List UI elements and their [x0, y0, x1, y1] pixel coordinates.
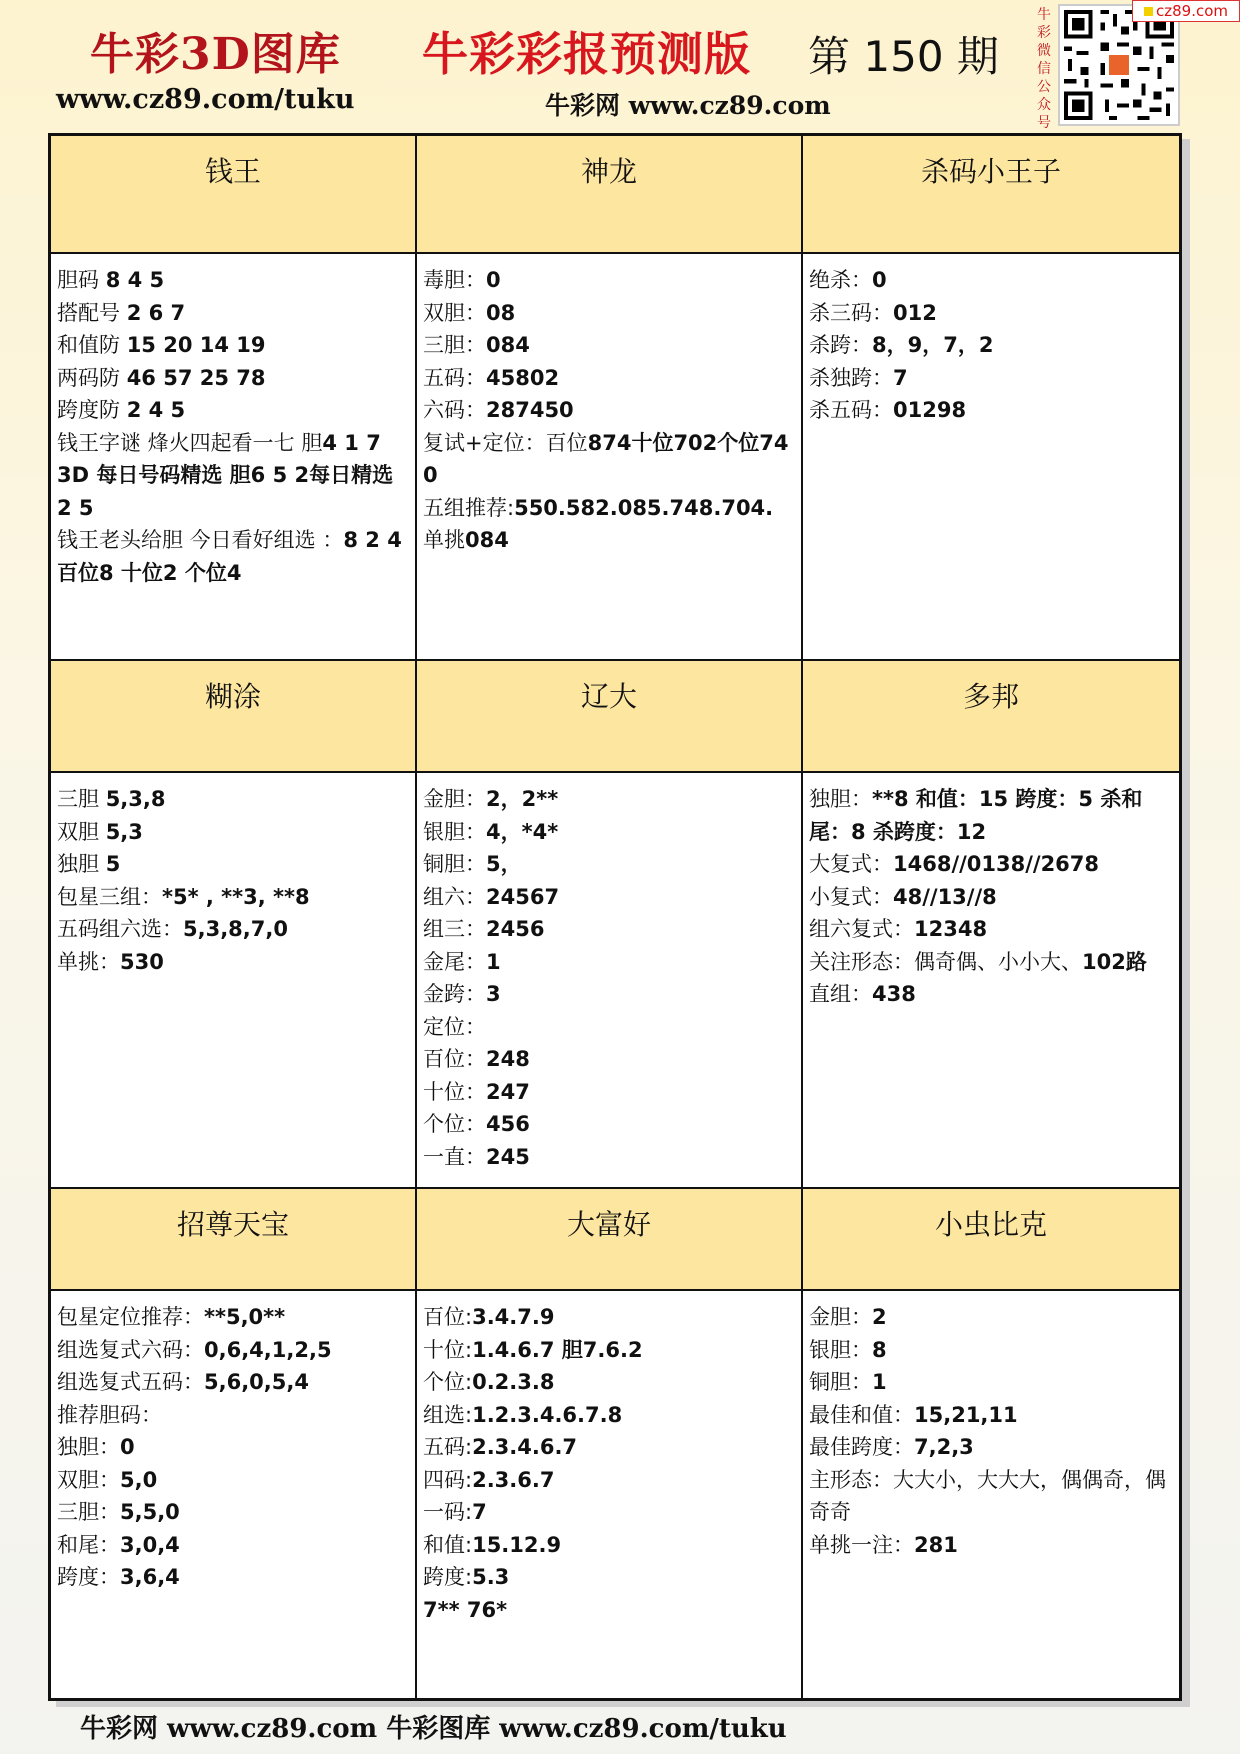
line-value: 5.3 [472, 1565, 510, 1589]
line-value: 1.2.3.4.6.7.8 [472, 1402, 623, 1427]
brand-title: 牛彩3D图库 [90, 29, 341, 80]
line-value: 3,6,4 [120, 1565, 180, 1589]
line-label: 包星定位推荐： [57, 1305, 204, 1329]
forecast-line [423, 946, 795, 979]
line-label: 小复式： [809, 884, 893, 909]
line-value: 0 [872, 268, 887, 292]
line-label: 四码: [423, 1467, 473, 1492]
forecast-line [809, 264, 1173, 297]
line-value: 8 4 5 [105, 268, 165, 292]
line-label: 组选: [423, 1402, 473, 1427]
forecast-line [57, 1529, 409, 1562]
line-value: 084 [465, 528, 509, 552]
line-label: 直组： [809, 982, 872, 1006]
cell-body [417, 254, 803, 661]
forecast-line [809, 297, 1173, 330]
forecast-line [423, 913, 795, 946]
cell-body [51, 773, 417, 1189]
line-label: 金跨： [423, 982, 486, 1006]
forecast-line [423, 978, 795, 1011]
watermark-badge[interactable] [1132, 0, 1240, 22]
line-value: 287450 [486, 398, 574, 422]
forecast-line [423, 1529, 795, 1562]
line-value: 550.582.085.748.704. [514, 495, 774, 520]
line-value: 45802 [486, 365, 560, 390]
line-label: 双胆： [423, 300, 486, 325]
line-value: 5,3,8,7,0 [183, 917, 288, 941]
issue-prefix: 第 [808, 32, 851, 81]
line-label: 主形态：大大小，大大大，偶偶奇，偶奇奇 [809, 1467, 1166, 1524]
line-value: 15.12.9 [472, 1532, 562, 1557]
line-value: 4，*4* [486, 819, 559, 844]
line-label: 复试+定位：百位 [423, 430, 588, 455]
line-label: 个位: [423, 1370, 473, 1394]
line-label: 关注形态：偶奇偶、小小大、 [809, 949, 1082, 974]
forecast-line [423, 1011, 795, 1044]
line-value: 15 20 14 19 [126, 333, 266, 357]
line-label: 推荐胆码： [57, 1402, 162, 1427]
cell-title: 糊涂 [51, 661, 417, 773]
cell-body [417, 773, 803, 1189]
line-value: 2.3.4.6.7 [472, 1435, 578, 1459]
line-label: 十位: [423, 1337, 473, 1362]
line-label: 金胆： [809, 1305, 872, 1329]
forecast-line [423, 1334, 795, 1367]
line-label: 组六： [423, 884, 486, 909]
line-value: 2.3.6.7 [472, 1467, 555, 1492]
line-label: 最佳和值： [809, 1402, 914, 1427]
forecast-line [57, 848, 409, 881]
line-label: 定位： [423, 1014, 486, 1039]
line-value: 5,6,0,5,4 [204, 1370, 309, 1394]
line-value: 4 1 7 [322, 430, 381, 455]
forecast-line [809, 783, 1173, 848]
line-value: 5,5,0 [120, 1500, 180, 1524]
forecast-line [423, 394, 795, 427]
line-label: 单挑一注： [809, 1532, 914, 1557]
forecast-line [57, 362, 409, 395]
forecast-line [57, 1301, 409, 1334]
forecast-line [57, 1496, 409, 1529]
line-label: 五码: [423, 1435, 473, 1459]
line-label: 金胆： [423, 787, 486, 811]
line-label: 组选复式六码： [57, 1337, 204, 1362]
line-value: 5,3,8 [105, 787, 166, 811]
line-label: 绝杀： [809, 268, 872, 292]
line-label: 三胆 [57, 787, 106, 811]
line-value: 102路 [1082, 949, 1147, 974]
cell-title: 多邦 [803, 661, 1179, 773]
site-link[interactable]: 牛彩网 www.cz89.com [545, 91, 831, 120]
line-label: 百位: [423, 1305, 473, 1329]
forecast-line [809, 946, 1173, 979]
forecast-line [423, 848, 795, 881]
forecast-line [57, 946, 409, 979]
cell-body [51, 1291, 417, 1698]
line-label: 银胆： [809, 1337, 872, 1362]
forecast-line [809, 394, 1173, 427]
forecast-line [57, 524, 409, 589]
forecast-line [423, 881, 795, 914]
forecast-line [57, 783, 409, 816]
line-value: 2 4 5 [126, 398, 186, 422]
line-value: 247 [486, 1079, 530, 1104]
line-value: 5 [105, 852, 121, 876]
forecast-line [423, 816, 795, 849]
forecast-line [423, 783, 795, 816]
line-label: 百位： [423, 1047, 486, 1071]
line-value: 530 [120, 949, 164, 974]
line-label: 双胆： [57, 1467, 120, 1492]
forecast-line [809, 1431, 1173, 1464]
line-label: 和值: [423, 1532, 473, 1557]
line-value: 281 [914, 1532, 958, 1557]
forecast-line [423, 297, 795, 330]
brand-url[interactable]: www.cz89.com/tuku [56, 84, 355, 115]
forecast-line [423, 1301, 795, 1334]
line-label: 双胆 [57, 819, 106, 844]
line-label: 杀三码： [809, 300, 893, 325]
forecast-line [809, 881, 1173, 914]
forecast-line [423, 1561, 795, 1594]
line-value: 0 [120, 1435, 135, 1459]
cell-body [803, 254, 1179, 661]
line-value: 1.4.6.7 胆7.6.2 [472, 1337, 643, 1362]
line-value: 084 [486, 333, 530, 357]
forecast-line [423, 362, 795, 395]
line-label: 和值防 [57, 333, 127, 357]
forecast-line [57, 427, 409, 460]
cell-body [803, 1291, 1179, 1698]
line-label: 毒胆： [423, 268, 486, 292]
line-label: 五码组六选： [57, 917, 183, 941]
forecast-line [809, 1529, 1173, 1562]
forecast-line [423, 1431, 795, 1464]
line-value: 8 [872, 1337, 887, 1362]
forecast-line [809, 362, 1173, 395]
line-label: 和尾： [57, 1532, 120, 1557]
line-label: 五组推荐: [423, 495, 515, 520]
line-label: 杀跨： [809, 333, 872, 357]
line-value: 7 [893, 365, 908, 390]
forecast-line [809, 1301, 1173, 1334]
forecast-line [57, 394, 409, 427]
line-value: 46 57 25 78 [126, 365, 266, 390]
line-value: 2 6 7 [126, 300, 186, 325]
line-label: 两码防 [57, 365, 127, 390]
line-value: 1 [486, 949, 501, 974]
line-label: 十位： [423, 1079, 486, 1104]
forecast-line [423, 1399, 795, 1432]
line-label: 五码： [423, 365, 486, 390]
forecast-line [57, 913, 409, 946]
cell-title: 钱王 [51, 136, 417, 254]
forecast-line [423, 1043, 795, 1076]
line-label: 铜胆： [423, 852, 486, 876]
cell-body [51, 254, 417, 661]
line-value: 0,6,4,1,2,5 [204, 1337, 332, 1362]
line-label: 一码: [423, 1500, 473, 1524]
line-value: *5* , **3, **8 [162, 884, 310, 909]
cell-title: 招尊天宝 [51, 1189, 417, 1291]
line-label: 大复式： [809, 852, 893, 876]
line-value: 248 [486, 1047, 530, 1071]
issue-label [808, 24, 999, 84]
forecast-line [423, 1464, 795, 1497]
line-label: 跨度防 [57, 398, 127, 422]
line-label: 钱王老头给胆 今日看好组选 ： [57, 528, 344, 552]
line-value: 874十位702个位740 [423, 430, 789, 487]
line-label: 三胆： [57, 1500, 120, 1524]
line-value: 456 [486, 1112, 530, 1136]
cell-body [417, 1291, 803, 1698]
forecast-line [57, 297, 409, 330]
forecast-line [423, 1108, 795, 1141]
forecast-line [423, 1076, 795, 1109]
line-value: 438 [872, 982, 916, 1006]
line-label: 包星三组： [57, 884, 162, 909]
line-value: 012 [893, 300, 937, 325]
line-value: 12348 [914, 917, 988, 941]
forecast-line [423, 329, 795, 362]
line-value: 3D 每日号码精选 胆6 5 2每日精选 2 5 [57, 463, 394, 520]
line-value: 7** 76* [423, 1597, 508, 1622]
line-label: 搭配号 [57, 300, 127, 325]
forecast-grid [48, 133, 1182, 1701]
line-value: 5,3 [105, 819, 143, 844]
cell-title: 小虫比克 [803, 1189, 1179, 1291]
line-label: 三胆： [423, 333, 486, 357]
line-label: 个位： [423, 1112, 486, 1136]
line-label: 一直： [423, 1144, 486, 1169]
forecast-line [57, 1464, 409, 1497]
line-value: 3,0,4 [120, 1532, 180, 1557]
forecast-line [423, 1496, 795, 1529]
line-label: 六码： [423, 398, 486, 422]
line-label: 组选复式五码： [57, 1370, 204, 1394]
line-value: 3.4.7.9 [472, 1305, 555, 1329]
forecast-line [423, 264, 795, 297]
forecast-line [809, 978, 1173, 1011]
line-value: 48//13//8 [893, 884, 997, 909]
issue-suffix: 期 [956, 32, 999, 81]
forecast-line [423, 492, 795, 525]
line-value: 1468//0138//2678 [893, 852, 1100, 876]
line-value: **8 和值：15 跨度：5 杀和尾：8 杀跨度：12 [809, 787, 1143, 844]
line-label: 单挑： [57, 949, 120, 974]
forecast-line [57, 1561, 409, 1594]
cell-body [803, 773, 1179, 1189]
line-value: 2，2** [486, 787, 559, 811]
line-value: 5,0 [120, 1467, 158, 1492]
line-label: 钱王字谜 烽火四起看一七 胆 [57, 430, 323, 455]
forecast-line [423, 524, 795, 557]
cell-title: 神龙 [417, 136, 803, 254]
line-label: 独胆： [57, 1435, 120, 1459]
forecast-line [809, 1334, 1173, 1367]
line-value: 0.2.3.8 [472, 1370, 555, 1394]
line-value: 15,21,11 [914, 1402, 1018, 1427]
forecast-line [57, 1399, 409, 1432]
line-value: 2456 [486, 917, 545, 941]
footer-links[interactable]: 牛彩网 www.cz89.com 牛彩图库 www.cz89.com/tuku [80, 1714, 787, 1744]
line-label: 金尾： [423, 949, 486, 974]
page-title: 牛彩彩报预测版 [422, 27, 751, 81]
line-value: 8 2 4百位8 十位2 个位4 [57, 528, 402, 585]
forecast-line [57, 459, 409, 524]
forecast-line [57, 1334, 409, 1367]
line-label: 组三： [423, 917, 486, 941]
line-value: 8，9，7，2 [872, 333, 994, 357]
line-label: 胆码 [57, 268, 106, 292]
forecast-line [423, 427, 795, 492]
line-value: 0 [486, 268, 501, 292]
line-value: 24567 [486, 884, 560, 909]
forecast-line [423, 1141, 795, 1174]
line-value: **5,0** [204, 1305, 286, 1329]
line-value: 2 [872, 1305, 887, 1329]
forecast-line [57, 264, 409, 297]
line-value: 7 [472, 1500, 487, 1524]
forecast-line [423, 1366, 795, 1399]
cell-title: 杀码小王子 [803, 136, 1179, 254]
forecast-line [57, 1366, 409, 1399]
watermark-text: cz89.com [1155, 2, 1228, 20]
forecast-line [809, 329, 1173, 362]
qr-code-icon [1060, 6, 1178, 124]
badge-dot-icon [1144, 7, 1153, 16]
line-label: 铜胆： [809, 1370, 872, 1394]
line-value: 01298 [893, 398, 967, 422]
forecast-line [57, 881, 409, 914]
line-label: 银胆： [423, 819, 486, 844]
forecast-line [57, 1431, 409, 1464]
forecast-line [809, 913, 1173, 946]
line-label: 单挑 [423, 528, 465, 552]
wechat-label: 牛彩微信公众号 [1037, 7, 1051, 131]
cell-title: 大富好 [417, 1189, 803, 1291]
line-value: 5， [486, 852, 522, 876]
issue-number: 150 [863, 32, 944, 81]
line-label: 杀独跨： [809, 365, 893, 390]
line-label: 独胆 [57, 852, 106, 876]
line-label: 最佳跨度： [809, 1435, 914, 1459]
line-label: 跨度: [423, 1565, 473, 1589]
line-value: 1 [872, 1370, 887, 1394]
line-value: 7,2,3 [914, 1435, 974, 1459]
line-label: 跨度： [57, 1565, 120, 1589]
forecast-line [809, 1366, 1173, 1399]
line-value: 3 [486, 982, 501, 1006]
line-label: 组六复式： [809, 917, 914, 941]
forecast-line [57, 816, 409, 849]
forecast-line [57, 329, 409, 362]
forecast-line [809, 848, 1173, 881]
line-value: 245 [486, 1144, 530, 1169]
forecast-line [809, 1464, 1173, 1529]
line-label: 杀五码： [809, 398, 893, 422]
line-value: 08 [486, 300, 516, 325]
line-label: 独胆： [809, 787, 872, 811]
forecast-line [809, 1399, 1173, 1432]
qr-code[interactable] [1058, 4, 1180, 126]
forecast-line [423, 1594, 795, 1627]
cell-title: 辽大 [417, 661, 803, 773]
